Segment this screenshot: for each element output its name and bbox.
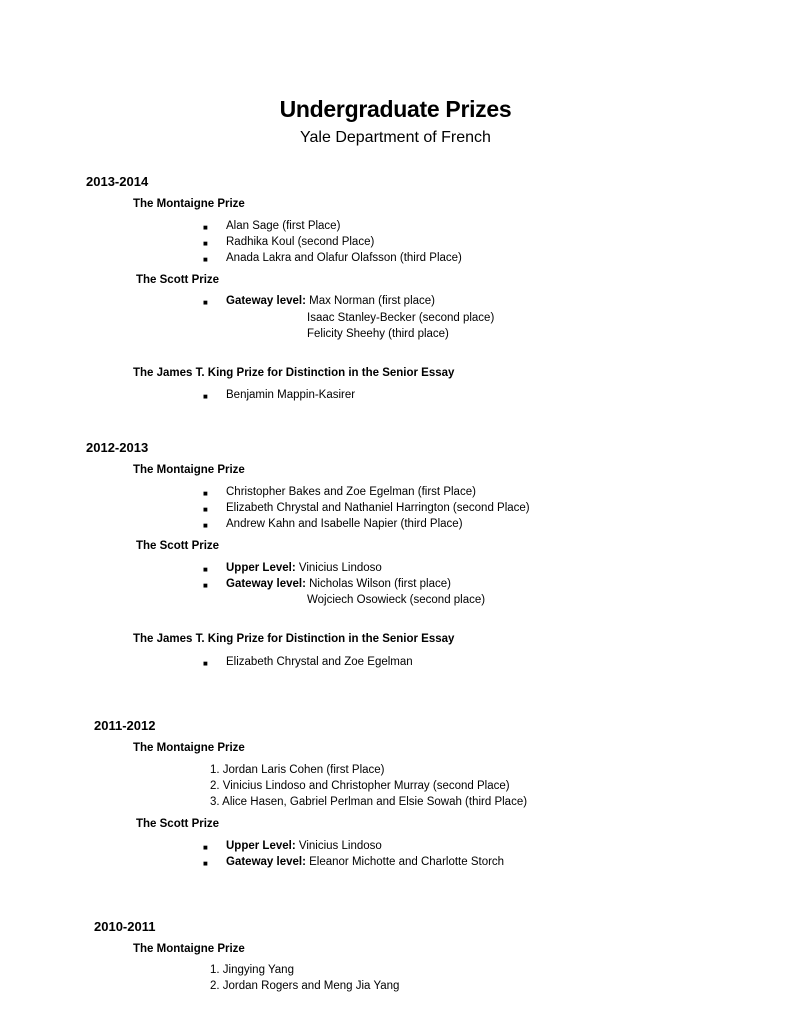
prize-heading-scott: The Scott Prize (136, 818, 220, 830)
gateway-level-label: Gateway level: (226, 578, 306, 590)
bullet-icon: ■ (203, 843, 208, 852)
bullet-icon: ■ (203, 659, 208, 668)
upper-level-label: Upper Level: (226, 840, 296, 852)
page-subtitle: Yale Department of French (300, 129, 491, 146)
year-heading-2011-2012: 2011-2012 (94, 718, 156, 733)
list-item (226, 578, 451, 590)
bullet-icon: ■ (203, 255, 208, 264)
bullet-icon: ■ (203, 505, 208, 514)
bullet-icon: ■ (203, 489, 208, 498)
prize-heading-montaigne: The Montaigne Prize (133, 464, 245, 476)
list-item: 1. Jingying Yang (210, 964, 294, 976)
gateway-level-label: Gateway level: (226, 295, 306, 307)
list-item: 3. Alice Hasen, Gabriel Perlman and Elsie Sowah (third Place) (210, 796, 528, 808)
prize-heading-montaigne: The Montaigne Prize (133, 198, 245, 210)
list-item: Andrew Kahn and Isabelle Napier (third Place) (226, 518, 463, 530)
bullet-icon: ■ (203, 298, 208, 307)
year-heading-2012-2013: 2012-2013 (86, 440, 149, 455)
bullet-icon: ■ (203, 565, 208, 574)
list-item (226, 840, 382, 852)
list-item (226, 295, 435, 307)
prize-heading-montaigne: The Montaigne Prize (133, 742, 245, 754)
prize-heading-king: The James T. King Prize for Distinction in the Senior Essay (133, 633, 455, 645)
list-item (226, 856, 504, 868)
list-item (226, 562, 382, 574)
list-item: Elizabeth Chrystal and Nathaniel Harrington (second Place) (226, 502, 530, 514)
winner-name: Nicholas Wilson (first place) (309, 578, 451, 590)
list-item: 2. Jordan Rogers and Meng Jia Yang (210, 980, 400, 992)
list-item: 2. Vinicius Lindoso and Christopher Murray (second Place) (210, 780, 510, 792)
list-item-continuation: Isaac Stanley-Becker (second place) (307, 312, 495, 324)
list-item-continuation: Felicity Sheehy (third place) (307, 328, 449, 340)
prize-heading-montaigne: The Montaigne Prize (133, 943, 245, 955)
page-title: Undergraduate Prizes (279, 96, 512, 122)
winner-name: Vinicius Lindoso (298, 562, 382, 574)
year-heading-2010-2011: 2010-2011 (94, 919, 156, 934)
bullet-icon: ■ (203, 392, 208, 401)
list-item: Radhika Koul (second Place) (226, 236, 375, 248)
bullet-icon: ■ (203, 859, 208, 868)
prize-heading-scott: The Scott Prize (136, 540, 220, 552)
gateway-level-label: Gateway level: (226, 856, 306, 868)
list-item: 1. Jordan Laris Cohen (first Place) (210, 764, 385, 776)
year-heading-2013-2014: 2013-2014 (86, 174, 149, 189)
list-item: Elizabeth Chrystal and Zoe Egelman (226, 656, 413, 668)
winner-name: Max Norman (first place) (309, 295, 435, 307)
winner-name: Eleanor Michotte and Charlotte Storch (309, 856, 505, 868)
bullet-icon: ■ (203, 581, 208, 590)
upper-level-label: Upper Level: (226, 562, 296, 574)
list-item: Alan Sage (first Place) (226, 220, 341, 232)
list-item-continuation: Wojciech Osowieck (second place) (307, 594, 486, 606)
list-item: Anada Lakra and Olafur Olafsson (third Place) (226, 252, 462, 264)
list-item: Christopher Bakes and Zoe Egelman (first Place) (226, 486, 476, 498)
bullet-icon: ■ (203, 521, 208, 530)
prize-heading-king: The James T. King Prize for Distinction in the Senior Essay (133, 367, 455, 379)
bullet-icon: ■ (203, 239, 208, 248)
prize-heading-scott: The Scott Prize (136, 274, 220, 286)
bullet-icon: ■ (203, 223, 208, 232)
list-item: Benjamin Mappin-Kasirer (226, 389, 356, 401)
winner-name: Vinicius Lindoso (298, 840, 382, 852)
